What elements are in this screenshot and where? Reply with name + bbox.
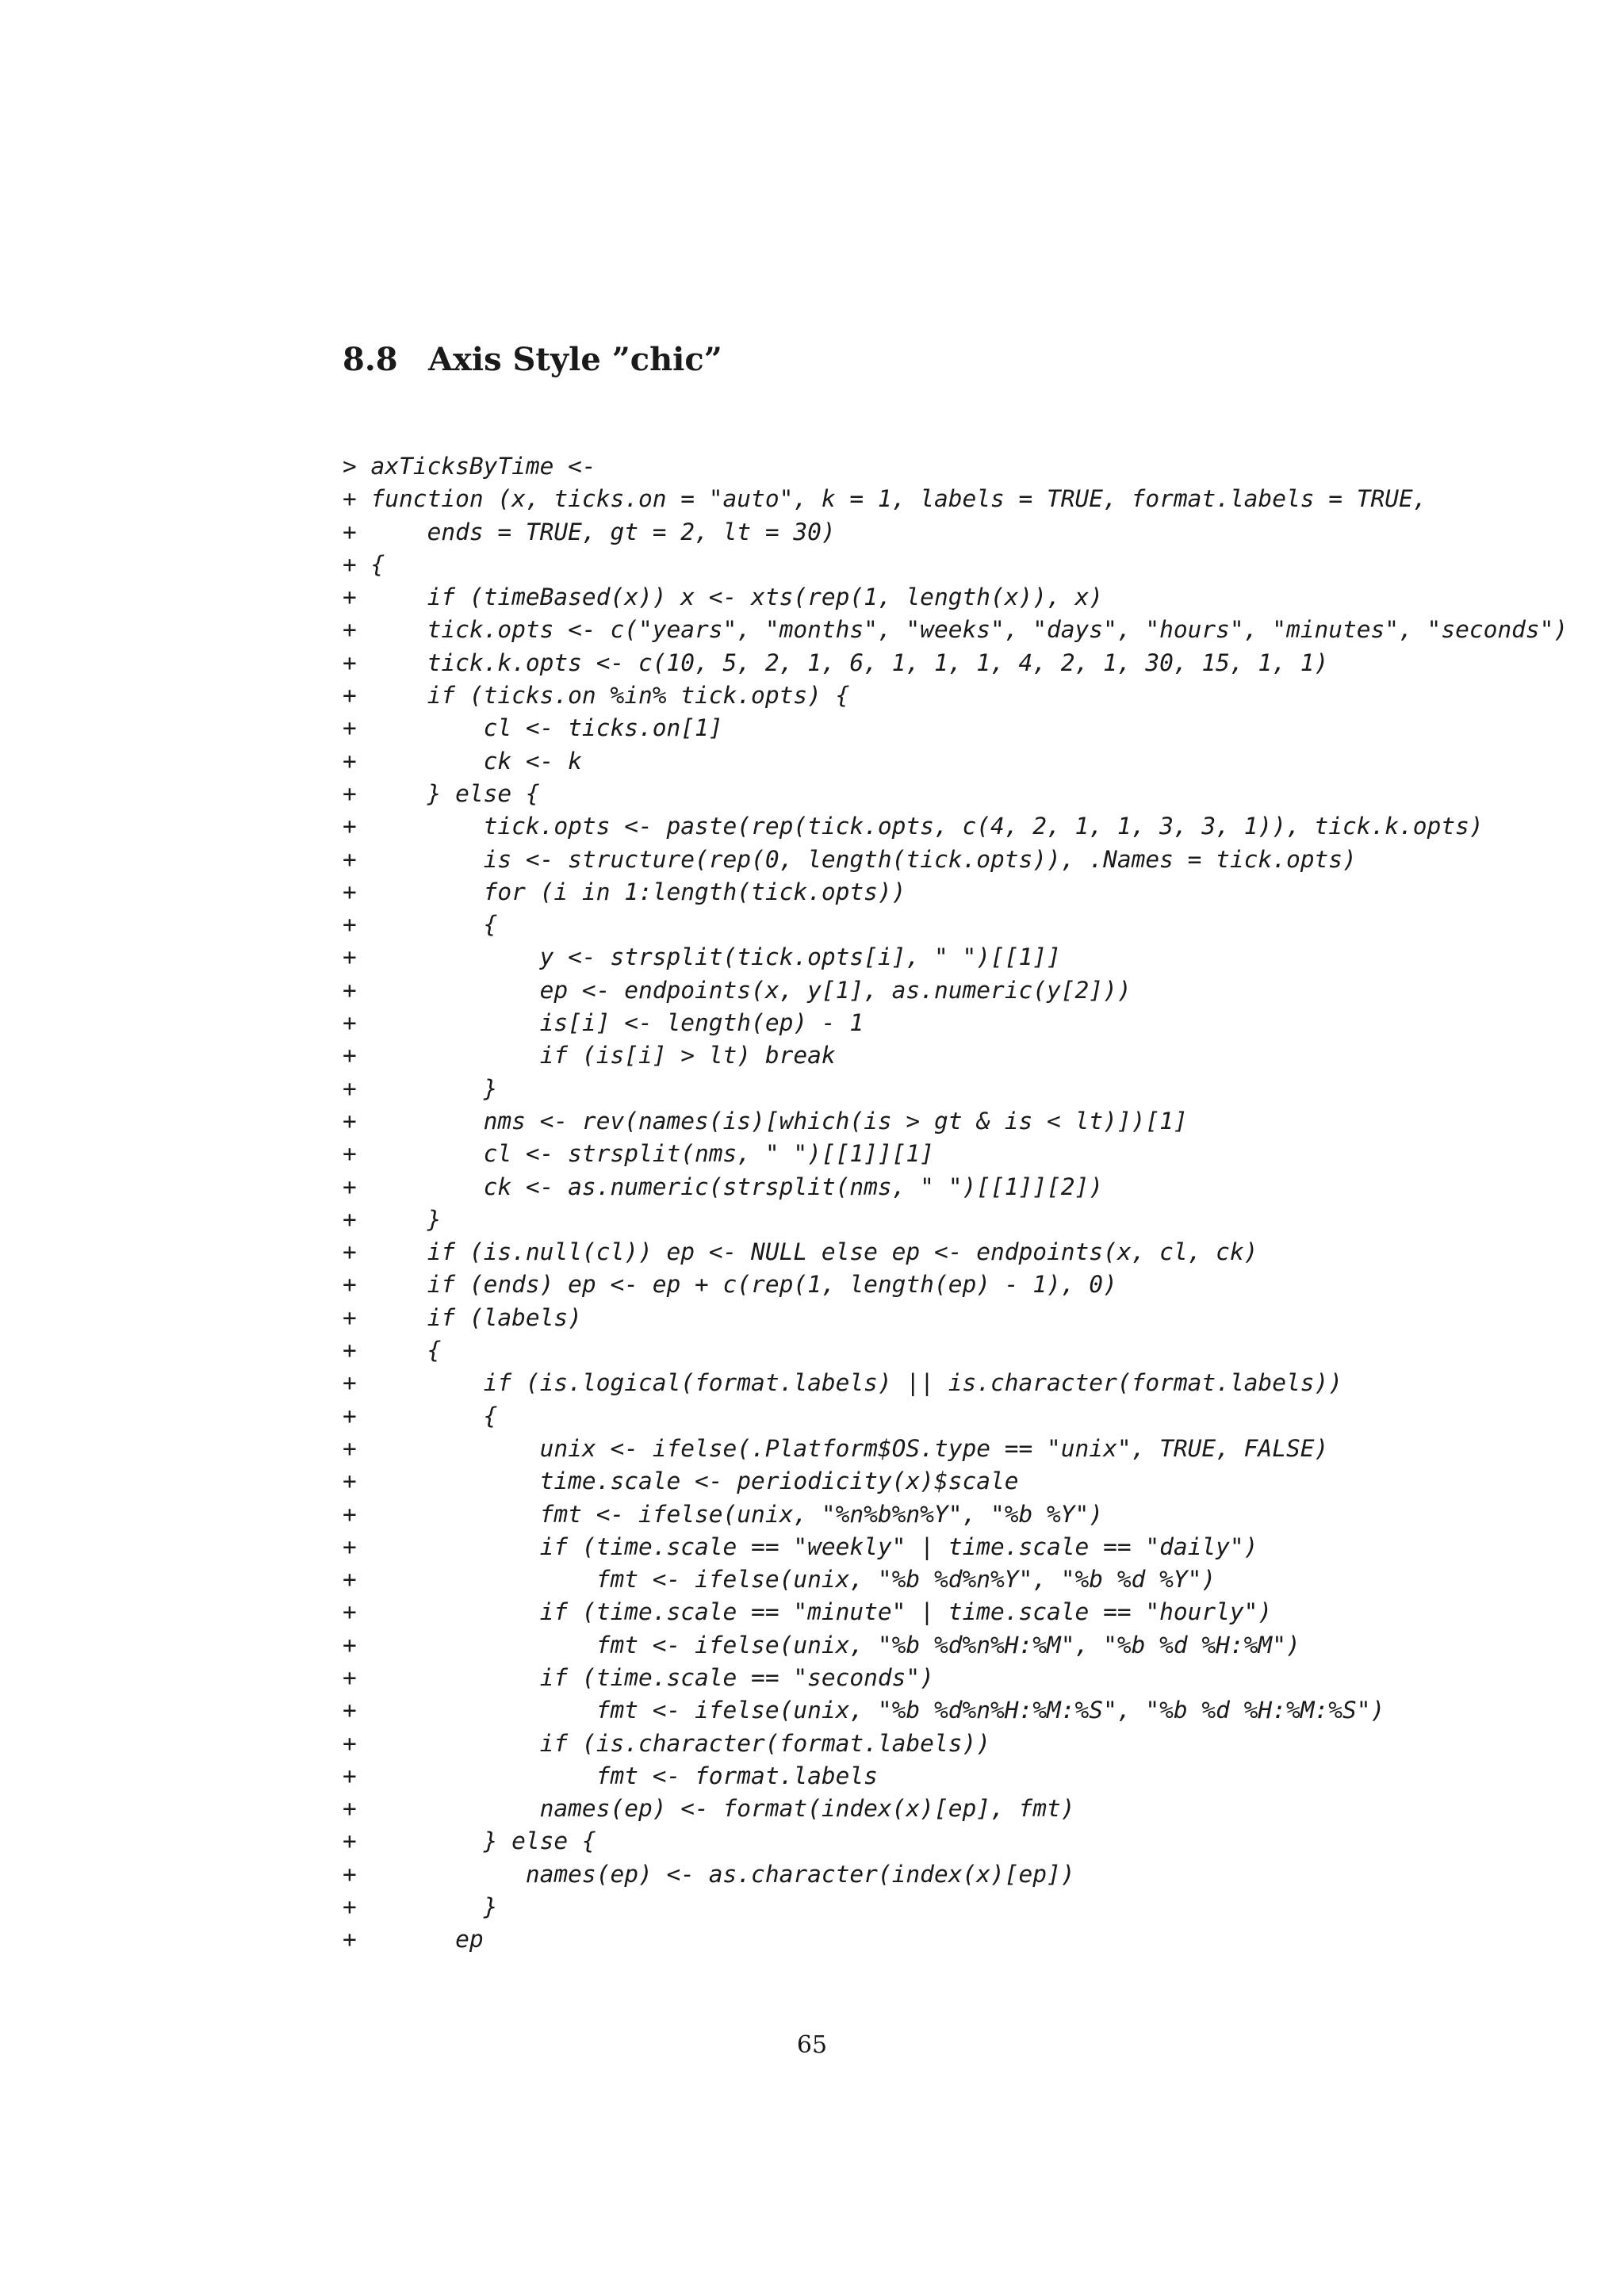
code-line: + } else { [343,1827,596,1855]
code-line: + ep [343,1926,484,1954]
code-line: + fmt <- ifelse(unix, "%n%b%n%Y", "%b %Y") [343,1500,1104,1528]
code-line: + unix <- ifelse(.Platform$OS.type == "unix", TRUE, FALSE) [343,1434,1329,1462]
code-line: + names(ep) <- format(index(x)[ep], fmt) [343,1795,1075,1823]
code-line: + cl <- strsplit(nms, " ")[[1]][1] [343,1140,934,1168]
code-line: + } else { [343,779,540,807]
code-line: + if (is.character(format.labels)) [343,1729,990,1757]
code-line: + if (ticks.on %in% tick.opts) { [343,682,850,710]
code-line: + fmt <- ifelse(unix, "%b %d%n%Y", "%b %d %Y") [343,1566,1216,1594]
code-line: + if (labels) [343,1303,582,1331]
code-line: + } [343,1074,498,1102]
code-line: + is[i] <- length(ep) - 1 [343,1009,864,1037]
code-line: + { [343,550,385,578]
code-line: + y <- strsplit(tick.opts[i], " ")[[1]] [343,943,1061,971]
code-line: > axTicksByTime <- [343,453,596,480]
code-line: + fmt <- format.labels [343,1762,878,1789]
code-line: + ep <- endpoints(x, y[1], as.numeric(y[2])) [343,976,1132,1004]
code-line: + if (is.logical(format.labels) || is.character(format.labels)) [343,1369,1342,1397]
code-line: + if (is.null(cl)) ep <- NULL else ep <- endpoints(x, cl, ck) [343,1238,1258,1266]
code-line: + time.scale <- periodicity(x)$scale [343,1468,1019,1495]
code-line: + if (time.scale == "minute" | time.scale == "hourly") [343,1598,1273,1626]
page-number: 65 [796,2031,828,2059]
code-line: + is <- structure(rep(0, length(tick.opts)), .Names = tick.opts) [343,845,1357,873]
code-line: + names(ep) <- as.character(index(x)[ep]) [343,1860,1075,1888]
code-line: + fmt <- ifelse(unix, "%b %d%n%H:%M", "%b %d %H:%M") [343,1631,1300,1659]
code-line: + if (is[i] > lt) break [343,1042,836,1070]
code-line: + cl <- ticks.on[1] [343,714,723,742]
section-title: Axis Style ”chic” [428,341,722,378]
code-line: + if (ends) ep <- ep + c(rep(1, length(ep) - 1), 0) [343,1271,1117,1299]
code-line: + function (x, ticks.on = "auto", k = 1, labels = TRUE, format.labels = TRUE, [343,485,1427,513]
code-line: + nms <- rev(names(is)[which(is > gt & is < lt)])[1] [343,1107,1188,1135]
code-line: + if (time.scale == "weekly" | time.scale == "daily") [343,1533,1258,1560]
code-line: + ends = TRUE, gt = 2, lt = 30) [343,518,836,545]
code-line: + ck <- k [343,747,582,775]
code-line: + { [343,1337,442,1364]
code-line: + tick.opts <- paste(rep(tick.opts, c(4, 2, 1, 1, 3, 3, 1)), tick.k.opts) [343,813,1484,840]
code-line: + for (i in 1:length(tick.opts)) [343,878,906,905]
section-number: 8.8 [343,341,398,378]
code-line: + { [343,1402,498,1429]
code-line: + { [343,911,498,939]
code-line: + tick.k.opts <- c(10, 5, 2, 1, 6, 1, 1, 1, 4, 2, 1, 30, 15, 1, 1) [343,649,1329,676]
code-line: + if (timeBased(x)) x <- xts(rep(1, length(x)), x) [343,584,1104,611]
code-listing [343,450,1568,1957]
code-line: + fmt <- ifelse(unix, "%b %d%n%H:%M:%S", "%b %d %H:%M:%S") [343,1697,1385,1724]
code-line: + ck <- as.numeric(strsplit(nms, " ")[[1]][2]) [343,1173,1104,1200]
code-line: + } [343,1893,498,1921]
code-line: + if (time.scale == "seconds") [343,1663,934,1691]
code-line: + tick.opts <- c("years", "months", "weeks", "days", "hours", "minutes", "seconds") [343,616,1568,644]
code-line: + } [343,1205,442,1233]
section-heading [343,336,722,384]
